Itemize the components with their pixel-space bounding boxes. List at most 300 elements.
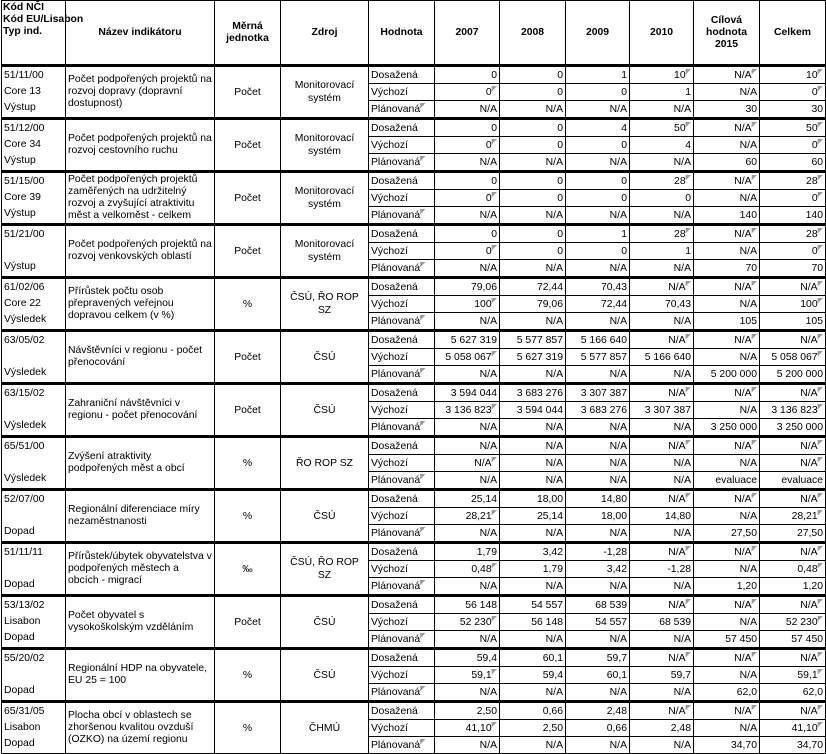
cell-marker-icon: ◤ (817, 333, 823, 341)
indicator-code-line: Dopad (4, 685, 35, 696)
table-row (2, 702, 826, 720)
value-text: evaluace (715, 474, 757, 486)
indicator-unit: Počet (215, 66, 281, 119)
value-text: N/A (474, 457, 492, 469)
value-y2010 (630, 313, 694, 331)
value-text: N/A (479, 527, 497, 539)
value-text: N/A (479, 580, 497, 592)
indicator-source: Monitorovací systém (281, 66, 369, 119)
value-type-label: Dosažená (371, 546, 418, 558)
value-text: N/A (609, 474, 627, 486)
value-text: N/A (800, 387, 818, 399)
cell-marker-icon: ◤ (817, 121, 823, 129)
value-y2009 (566, 455, 630, 472)
value-y2007 (435, 667, 500, 684)
value-text: N/A (739, 563, 757, 575)
value-y2009 (566, 278, 630, 296)
value-text: N/A (734, 175, 752, 187)
value-text: 79,06 (470, 281, 497, 293)
value-y2007 (435, 278, 500, 296)
value-text: 54 557 (531, 599, 563, 611)
value-text: N/A (734, 228, 752, 240)
value-text: N/A (668, 440, 686, 452)
value-text: 0 (557, 245, 563, 257)
value-total (760, 720, 826, 737)
value-type (369, 172, 435, 190)
cell-marker-icon: ◤ (751, 651, 757, 659)
value-y2009 (566, 490, 630, 508)
value-y2010 (630, 366, 694, 384)
value-text: 18,00 (536, 493, 563, 505)
header-value: Hodnota (369, 1, 435, 66)
value-y2008 (500, 525, 566, 543)
value-text: 0 (621, 245, 627, 257)
value-text: N/A (734, 69, 752, 81)
cell-marker-icon: ◤ (420, 261, 426, 269)
value-text: 0 (811, 192, 818, 204)
value-text: 72,44 (536, 281, 563, 293)
value-text: 1 (621, 228, 627, 240)
value-y2007 (435, 543, 500, 561)
cell-marker-icon: ◤ (685, 386, 691, 394)
value-text: N/A (668, 387, 686, 399)
value-total (760, 278, 826, 296)
value-text: N/A (545, 103, 563, 115)
value-target (694, 119, 760, 137)
value-text: 54 557 (595, 616, 627, 628)
value-text: 0 (485, 86, 492, 98)
value-text: 5 577 857 (580, 351, 627, 363)
value-y2008 (500, 366, 566, 384)
value-y2009 (566, 649, 630, 667)
value-y2009 (566, 225, 630, 243)
value-y2008 (500, 313, 566, 331)
value-y2008 (500, 402, 566, 419)
indicator-source: ČSÚ (281, 596, 369, 649)
value-y2008 (500, 137, 566, 154)
indicator-code-line: Výstup (4, 208, 36, 219)
value-type (369, 561, 435, 578)
indicator-name: Počet podpořených projektů na rozvoj venkovských oblastí (66, 225, 215, 278)
value-text: 3 594 044 (516, 404, 563, 416)
value-type (369, 437, 435, 455)
value-y2009 (566, 667, 630, 684)
value-text: 3 136 823 (771, 404, 818, 416)
value-text: N/A (479, 474, 497, 486)
value-text: 3 594 044 (450, 387, 497, 399)
indicator-code-line: Výsledek (4, 420, 47, 431)
value-y2010 (630, 578, 694, 596)
value-y2007 (435, 702, 500, 720)
value-y2010 (630, 207, 694, 225)
cell-marker-icon: ◤ (491, 668, 497, 676)
value-y2010 (630, 561, 694, 578)
cell-marker-icon: ◤ (685, 174, 691, 182)
value-y2008 (500, 119, 566, 137)
value-type (369, 349, 435, 366)
indicator-unit: % (215, 278, 281, 331)
header-2009: 2009 (566, 1, 630, 66)
value-type-label: Dosažená (371, 69, 418, 81)
indicator-code-line: Výsledek (4, 473, 47, 484)
value-type-label: Plánovaná (371, 739, 421, 751)
value-y2007 (435, 154, 500, 172)
value-text: 0 (811, 86, 818, 98)
value-target (694, 649, 760, 667)
cell-marker-icon: ◤ (420, 314, 426, 322)
value-type (369, 366, 435, 384)
value-text: N/A (800, 599, 818, 611)
value-y2007 (435, 402, 500, 419)
value-type-label: Plánovaná (371, 262, 421, 274)
value-y2009 (566, 296, 630, 313)
indicator-unit: Počet (215, 225, 281, 278)
value-total (760, 472, 826, 490)
value-text: 50 (806, 122, 818, 134)
value-total (760, 366, 826, 384)
value-target (694, 225, 760, 243)
indicator-code (2, 649, 66, 702)
value-type (369, 313, 435, 331)
indicator-source: Monitorovací systém (281, 225, 369, 278)
value-type-label: Plánovaná (371, 368, 421, 380)
value-y2010 (630, 437, 694, 455)
value-text: 70,43 (600, 281, 627, 293)
value-type-label: Dosažená (371, 334, 418, 346)
value-y2010 (630, 243, 694, 260)
indicator-code-line (4, 244, 63, 260)
indicator-name: Počet podpořených projektů na rozvoj cestovního ruchu (66, 119, 215, 172)
value-text: N/A (739, 351, 757, 363)
value-target (694, 508, 760, 525)
value-y2007 (435, 437, 500, 455)
value-total (760, 296, 826, 313)
cell-marker-icon: ◤ (685, 68, 691, 76)
value-y2008 (500, 243, 566, 260)
indicator-code-line: Dopad (4, 579, 35, 590)
table-row (2, 331, 826, 349)
value-y2010 (630, 119, 694, 137)
value-text: 28 (806, 228, 818, 240)
value-total (760, 614, 826, 631)
value-y2010 (630, 667, 694, 684)
value-y2008 (500, 331, 566, 349)
value-y2007 (435, 366, 500, 384)
value-text: N/A (673, 633, 691, 645)
cell-marker-icon: ◤ (420, 526, 426, 534)
value-text: N/A (479, 686, 497, 698)
value-total (760, 101, 826, 119)
value-text: 2,48 (670, 722, 691, 734)
value-type-label: Výchozí (371, 404, 408, 416)
value-text: 62,0 (802, 686, 823, 698)
value-type (369, 614, 435, 631)
value-text: 1,79 (542, 563, 563, 575)
value-total (760, 684, 826, 702)
value-text: 59,1 (471, 669, 492, 681)
cell-marker-icon: ◤ (817, 721, 823, 729)
value-total (760, 508, 826, 525)
value-type-label: Plánovaná (371, 686, 421, 698)
value-total (760, 702, 826, 720)
value-type (369, 384, 435, 402)
value-text: N/A (609, 421, 627, 433)
value-text: N/A (739, 192, 757, 204)
value-type-label: Výchozí (371, 669, 408, 681)
value-total (760, 737, 826, 754)
value-y2009 (566, 543, 630, 561)
value-y2008 (500, 349, 566, 366)
indicator-unit: % (215, 702, 281, 754)
value-type (369, 154, 435, 172)
value-text: 50 (674, 122, 686, 134)
value-target (694, 154, 760, 172)
value-text: N/A (734, 705, 752, 717)
indicator-code-line: Core 13 (4, 86, 41, 97)
value-y2008 (500, 561, 566, 578)
cell-marker-icon: ◤ (491, 615, 497, 623)
value-text: 3 307 387 (644, 404, 691, 416)
value-text: N/A (668, 493, 686, 505)
value-y2010 (630, 455, 694, 472)
value-y2009 (566, 190, 630, 207)
value-target (694, 578, 760, 596)
value-type-label: Výchozí (371, 510, 408, 522)
value-text: N/A (479, 368, 497, 380)
value-text: 0 (621, 175, 627, 187)
value-type-label: Výchozí (371, 86, 408, 98)
value-text: 14,80 (600, 493, 627, 505)
value-type (369, 243, 435, 260)
value-text: N/A (673, 457, 691, 469)
value-y2008 (500, 190, 566, 207)
cell-marker-icon: ◤ (491, 85, 497, 93)
cell-marker-icon: ◤ (817, 297, 823, 305)
value-y2008 (500, 437, 566, 455)
value-text: N/A (668, 546, 686, 558)
value-y2007 (435, 119, 500, 137)
value-text: 18,00 (600, 510, 627, 522)
indicator-code-line (4, 509, 63, 525)
value-y2007 (435, 260, 500, 278)
value-text: N/A (545, 527, 563, 539)
value-text: 0 (485, 245, 492, 257)
value-text: N/A (545, 315, 563, 327)
value-text: 25,14 (470, 493, 497, 505)
value-text: N/A (734, 652, 752, 664)
indicator-code-line: 61/02/06 (4, 282, 45, 293)
header-source: Zdroj (281, 1, 369, 66)
value-target (694, 278, 760, 296)
value-y2010 (630, 66, 694, 84)
value-text: N/A (673, 315, 691, 327)
cell-marker-icon: ◤ (817, 244, 823, 252)
value-text: N/A (734, 334, 752, 346)
value-target (694, 455, 760, 472)
value-total (760, 596, 826, 614)
value-text: 68 539 (595, 599, 627, 611)
value-type-label: Výchozí (371, 722, 408, 734)
table-row (2, 278, 826, 296)
header-row (2, 1, 826, 66)
cell-marker-icon: ◤ (751, 280, 757, 288)
cell-marker-icon: ◤ (420, 473, 426, 481)
value-target (694, 596, 760, 614)
value-target (694, 437, 760, 455)
indicator-code (2, 490, 66, 543)
cell-marker-icon: ◤ (420, 102, 426, 110)
value-type-label: Výchozí (371, 457, 408, 469)
cell-marker-icon: ◤ (491, 562, 497, 570)
cell-marker-icon: ◤ (751, 545, 757, 553)
indicator-source: ČSÚ, ŘO ROP SZ (281, 543, 369, 596)
value-y2010 (630, 649, 694, 667)
value-y2007 (435, 349, 500, 366)
value-text: N/A (609, 103, 627, 115)
value-text: 59,1 (797, 669, 818, 681)
cell-marker-icon: ◤ (817, 668, 823, 676)
header-2010: 2010 (630, 1, 694, 66)
value-y2007 (435, 101, 500, 119)
value-text: N/A (800, 652, 818, 664)
value-text: N/A (739, 669, 757, 681)
value-text: 0 (557, 175, 563, 187)
value-text: 60,1 (606, 669, 627, 681)
cell-marker-icon: ◤ (420, 367, 426, 375)
indicator-code-line: Core 34 (4, 139, 41, 150)
value-y2009 (566, 419, 630, 437)
value-target (694, 561, 760, 578)
value-total (760, 578, 826, 596)
value-text: N/A (609, 739, 627, 751)
header-name: Název indikátoru (66, 1, 215, 66)
value-y2009 (566, 366, 630, 384)
value-y2010 (630, 172, 694, 190)
value-type-label: Výchozí (371, 139, 408, 151)
value-text: 70 (811, 262, 823, 274)
value-text: 1,79 (476, 546, 497, 558)
value-target (694, 631, 760, 649)
cell-marker-icon: ◤ (751, 68, 757, 76)
value-y2008 (500, 490, 566, 508)
value-text: 0 (491, 69, 497, 81)
value-text: 59,4 (542, 669, 563, 681)
cell-marker-icon: ◤ (817, 68, 823, 76)
value-text: 59,7 (670, 669, 691, 681)
value-text: N/A (739, 139, 757, 151)
indicator-code-line: Lisabon (4, 722, 41, 733)
value-text: 3 136 823 (445, 404, 492, 416)
value-total (760, 455, 826, 472)
value-text: N/A (479, 440, 497, 452)
value-y2009 (566, 331, 630, 349)
value-target (694, 543, 760, 561)
indicator-code (2, 437, 66, 490)
value-text: N/A (668, 281, 686, 293)
value-text: 70 (745, 262, 757, 274)
value-y2009 (566, 437, 630, 455)
value-y2010 (630, 472, 694, 490)
value-y2007 (435, 596, 500, 614)
value-text: N/A (673, 156, 691, 168)
value-text: 105 (739, 315, 757, 327)
indicator-code (2, 596, 66, 649)
cell-marker-icon: ◤ (751, 333, 757, 341)
indicator-name: Počet podpořených projektů zaměřených na udržitelný rozvoj a zvyšující atraktivitu měst a velkoměst - celkem (66, 172, 215, 225)
value-text: N/A (673, 262, 691, 274)
indicator-code-line: Výsledek (4, 367, 47, 378)
value-text: evaluace (781, 474, 823, 486)
value-text: 41,10 (465, 722, 492, 734)
value-text: 52 230 (785, 616, 818, 628)
value-y2010 (630, 225, 694, 243)
cell-marker-icon: ◤ (685, 651, 691, 659)
value-text: 56 148 (465, 599, 497, 611)
table-row (2, 225, 826, 243)
indicator-source: Monitorovací systém (281, 172, 369, 225)
value-y2007 (435, 525, 500, 543)
value-text: N/A (739, 298, 757, 310)
value-type-label: Dosažená (371, 387, 418, 399)
value-text: N/A (545, 457, 563, 469)
indicator-source: ČSÚ (281, 490, 369, 543)
value-target (694, 366, 760, 384)
indicator-code-line: Výstup (4, 261, 36, 272)
cell-marker-icon: ◤ (817, 386, 823, 394)
indicator-code (2, 384, 66, 437)
value-y2009 (566, 207, 630, 225)
cell-marker-icon: ◤ (817, 562, 823, 570)
indicator-source: ČSÚ, ŘO ROP SZ (281, 278, 369, 331)
value-y2010 (630, 525, 694, 543)
value-y2007 (435, 190, 500, 207)
value-text: 5 166 640 (644, 351, 691, 363)
value-text: 0 (685, 192, 691, 204)
cell-marker-icon: ◤ (685, 227, 691, 235)
value-text: N/A (673, 474, 691, 486)
value-target (694, 525, 760, 543)
value-text: 2,50 (476, 705, 497, 717)
value-text: 0 (811, 245, 818, 257)
indicator-code-line (4, 562, 63, 578)
value-type-label: Dosažená (371, 652, 418, 664)
value-text: N/A (609, 315, 627, 327)
value-target (694, 101, 760, 119)
value-target (694, 472, 760, 490)
cell-marker-icon: ◤ (491, 138, 497, 146)
value-y2008 (500, 154, 566, 172)
value-type (369, 84, 435, 101)
value-text: 0,48 (471, 563, 492, 575)
value-text: 0 (557, 86, 563, 98)
value-text: 52 230 (459, 616, 492, 628)
value-type-label: Dosažená (371, 122, 418, 134)
value-text: 28 (674, 228, 686, 240)
header-unit: Měrná jednotka (215, 1, 281, 66)
value-y2009 (566, 631, 630, 649)
value-y2009 (566, 525, 630, 543)
value-text: N/A (668, 652, 686, 664)
value-type (369, 207, 435, 225)
value-text: 100 (800, 298, 818, 310)
value-text: N/A (609, 633, 627, 645)
indicator-code-line: 55/20/02 (4, 653, 45, 664)
value-text: N/A (734, 493, 752, 505)
value-y2007 (435, 649, 500, 667)
value-text: 0 (557, 192, 563, 204)
cell-marker-icon: ◤ (685, 492, 691, 500)
value-text: N/A (479, 103, 497, 115)
